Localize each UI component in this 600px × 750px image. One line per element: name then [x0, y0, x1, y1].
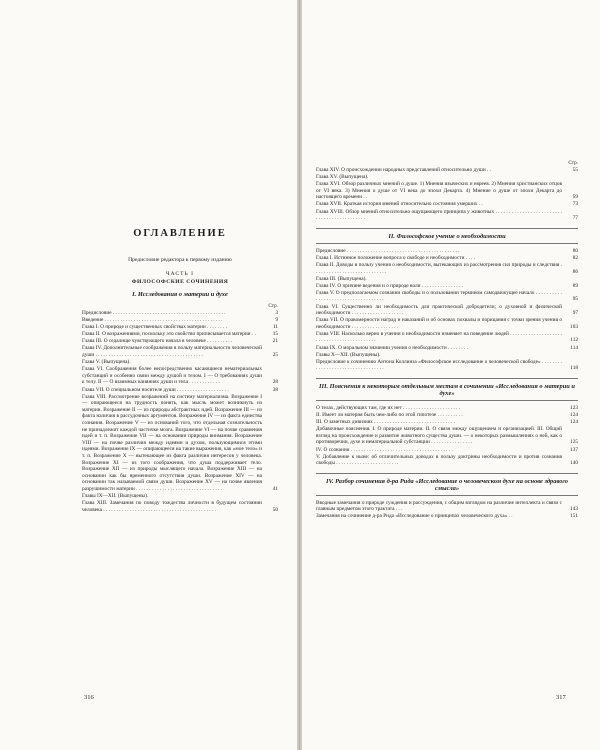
- section-heading-box: [316, 228, 578, 244]
- toc-entry-page: 89: [572, 282, 578, 289]
- toc-entry-page: 95: [572, 296, 578, 303]
- toc-entry: [316, 331, 578, 344]
- toc-entry-page: 55: [572, 167, 578, 173]
- section-title: IV. Разбор сочинения д-ра Рида «Исследование о человеческом духе на основе здравого смысла»: [326, 477, 568, 492]
- toc-entry: [316, 283, 578, 290]
- toc-entry-text: Глава V. О предполагаемом сознании свободы и о пользовании термином самодвижущее начало . . . . . . . . . . . . . . . . . . . . . . . . . . . . . . . . . . . .: [316, 289, 562, 303]
- toc-entry-text: Глава II. О возражениями, поскольку это свойство приписывается материи . .: [82, 331, 256, 338]
- toc-entry: [316, 412, 578, 419]
- toc-entry: [316, 426, 578, 446]
- toc-list: [316, 167, 578, 222]
- toc-entry-page: 73: [572, 201, 578, 208]
- toc-entry: [316, 352, 578, 359]
- toc-entry-text: Глава XIII. Замечания по поводу тождества личности в будущем состоянии человека . . . . . . . . . . . . . . . . . . . . . . . . . . . . . . . . . . . . . . . . . . .: [82, 500, 262, 513]
- toc-entry-page: 50: [272, 506, 278, 513]
- toc-list: [316, 248, 578, 372]
- toc-entry-page: 86: [572, 268, 578, 275]
- page-number: 316: [84, 694, 94, 701]
- toc-entry: [82, 394, 278, 493]
- toc-entry-text: Добавочные пояснения. I. О природе материи. II. О связи между ощущением и организацией. III. Общий взгляд на происхождение и развитие животного существа души. — о некоторых размышлениях о ней, как о противоречии, духе и нематериальной субстанции . . . . . . . . . . . . . . . .: [316, 426, 562, 446]
- section-heading-box: [316, 378, 578, 401]
- toc-entry-page: 59: [572, 194, 578, 201]
- toc-entry-text: Предисловие . . . . . . . . . . . . . . . . . . . . . . . . . . . . . . . . . . . . . . . . . . .: [82, 310, 226, 316]
- toc-entry-text: IV. О сознании . . . . . . . . . . . . . . . . . . . . . . . . . . . . . . . . . . . . . . .: [316, 446, 453, 453]
- toc-entry-text: Глава I. Истинное положение вопроса о свободе и необходимости . . . .: [316, 254, 476, 261]
- toc-entry-text: Глава I. О природе и существенных свойствах материи . . . . . . . .: [82, 324, 227, 331]
- toc-entry-page: 25: [272, 352, 278, 359]
- toc-entry-page: 38: [272, 386, 278, 393]
- toc-entry-page: 114: [570, 344, 578, 351]
- toc-entry-text: Глава IX. О моральном значении учения о необходимости . . . . . . . .: [316, 344, 468, 351]
- toc-entry-page: 21: [272, 338, 278, 345]
- toc-list: [316, 405, 578, 467]
- toc-entry-text: О телах, действующих там, где их нет . . . . . . . . . . . . . . . . . . . . . .: [316, 404, 461, 411]
- toc-entry-text: Глава II. Доводы в пользу учения о необходимости, вытекающих из рассмотрения сил природы и следствия . . . . . . . . . . . . . . . . . . . . . . . . . . . .: [316, 261, 562, 275]
- toc-entry-text: Предисловие к сочинению Антона Коллинза «Философское исследование о человеческой свободе» . . . . . . . . . . . . . . . . . . . . . . . . . . . . . . . . . .: [316, 358, 562, 372]
- toc-entry-page: 28: [272, 379, 278, 386]
- toc-entry: [82, 359, 278, 366]
- toc-entry-text: Глава XVII. Краткая история мнений относительно состояния умерших . .: [316, 201, 483, 208]
- toc-entry: [316, 167, 578, 174]
- toc-entry-page: 15: [272, 331, 278, 338]
- toc-entry: [316, 255, 578, 262]
- toc-entry-text: V. Добавление к ныне: об отличительных доводах в пользу доктрины необходимости и против сознания свободы . . . . . . . . . . . . . . . . . . . . . . . .: [316, 453, 562, 467]
- toc-entry: [82, 345, 278, 358]
- toc-entry-page: 82: [572, 254, 578, 261]
- toc-entry-text: Вводные замечания о природе суждения и рассуждения, с общим взглядом на различие интеллекта и связи с главным предметом этого трактата . . .: [316, 499, 562, 513]
- toc-entry: [316, 174, 578, 181]
- section-title: I. Исследования о материи и духе: [132, 291, 228, 298]
- toc-entry: [316, 405, 578, 412]
- toc-entry: [316, 209, 578, 222]
- toc-entry-page: 3: [275, 310, 278, 316]
- toc-entry-text: III. О заметных дивизиях . . . . . . . . . . . . . . . . . . . . . . . . . . . . . . .: [316, 419, 455, 426]
- toc-entry-text: Глава XVI. Обзор различных мнений о душе. 1) Мнения языческих и евреев. 2) Мнения христианских отцов от VI века. 3) Мнения о душе от VI века до эпохи Декарта. 4) Мнение о душе от эпохи Декарта до настоящего времени . .: [316, 181, 562, 201]
- toc-entry-text: Глава VIII. Насколько верно в учении о необходимости изменяет на поведение людей . . . . . . . . . . . . . . . . . . . . . . . . . . . . . . . . . . . . . . . . . . .: [316, 330, 562, 344]
- toc-entry-page: 140: [570, 460, 578, 467]
- section-title: II. Философское учение о необходимости: [388, 232, 506, 240]
- toc-entry-page: 103: [570, 323, 578, 330]
- toc-entry-text: Предисловие . . . . . . . . . . . . . . . . . . . . . . . . . . . . . . . . . . . . . . . . . . .: [316, 247, 460, 254]
- toc-entry-text: Глава VII. О специальном носителе души . . . . . . . . . . . . . . . . . . . .: [82, 386, 229, 393]
- toc-entry: [316, 262, 578, 275]
- toc-entry-page: 151: [570, 513, 578, 520]
- contents-title: ОГЛАВЛЕНИЕ: [133, 228, 227, 239]
- toc-list: [316, 500, 578, 520]
- toc-entry-text: Введение . . . . . . . . . . . . . . . . . . . . . . . . . . . . . . . . . . . . . . . . . . . . .: [82, 317, 223, 324]
- toc-entry-page: 97: [572, 310, 578, 317]
- toc-entry: [82, 493, 278, 500]
- toc-entry: [316, 276, 578, 283]
- toc-entry: [82, 500, 278, 513]
- book-gutter: [297, 0, 302, 750]
- toc-entry-text: Глава XIV. О происхождении народных представлений относительно души . .: [316, 167, 492, 173]
- toc-entry: [82, 331, 278, 338]
- toc-entry-text: Главы X—XII. (Выпущены).: [316, 351, 381, 358]
- toc-entry-page: 9: [275, 317, 278, 324]
- page-column-label: Стр.: [568, 160, 578, 166]
- part-title: ФИЛОСОФСКИЕ СОЧИНЕНИЯ: [131, 279, 229, 285]
- right-column: [316, 160, 578, 521]
- toc-entry-text: Глава III. О седалище чувствующего начала в человеке . . . . . . . . . .: [82, 338, 233, 345]
- editor-preface-note: Предисловие редактора к первому изданию: [128, 257, 232, 263]
- toc-entry: [82, 387, 278, 394]
- toc-entry-text: Замечания на сочинение д-ра Рида «Исследование о принципах человеческого духа» . .: [316, 513, 513, 520]
- toc-entry-text: Глава XV. (Выпущена).: [316, 174, 369, 181]
- page-column-label: Стр.: [268, 303, 278, 309]
- part-label: ЧАСТЬ I: [165, 271, 195, 277]
- toc-entry: [316, 359, 578, 372]
- toc-list: [82, 310, 278, 513]
- toc-entry-text: Глава XVIII. Обзор мнений относительно ощущающего принципа у животных . . . . . . . . . . . . . . . . . . . . . . . . . . . . . . . . . . . . . . . . . . . .: [316, 208, 562, 222]
- toc-entry-page: 112: [570, 337, 578, 344]
- toc-entry: [82, 366, 278, 386]
- toc-entry-text: Глава VI. Существенно ли необходимость для практической добродетели; о духовной и физической необходимости . . . . . . . . . . . . . . . . . . . .: [316, 303, 562, 317]
- page-number: 317: [556, 694, 566, 701]
- toc-entry: [82, 338, 278, 345]
- left-column: [82, 228, 278, 514]
- toc-entry-text: Глава IV. Дополнительные соображения в пользу материальности человеческой души . . . . . . . . . . . . . . . . . . . . . . . . . . . . . . . . . . . . . . . . .: [82, 345, 262, 359]
- toc-entry: [316, 181, 578, 201]
- toc-entry-page: 80: [572, 247, 578, 254]
- toc-entry-page: 11: [272, 324, 278, 331]
- toc-entry: [316, 500, 578, 513]
- toc-entry-page: 123: [570, 404, 578, 411]
- toc-entry: [316, 290, 578, 303]
- toc-entry-page: 41: [272, 485, 278, 492]
- toc-entry: [316, 454, 578, 467]
- toc-entry-text: Главы IX—XII. (Выпущены).: [82, 493, 149, 500]
- toc-entry: [316, 419, 578, 426]
- toc-entry-text: Глава VI. Соображения более непосредственно касающиеся нематериальных субстанций и особенно связи между душой и телом. I — О требованиях души к телу. II — О взаимных влияниях души и тела . . . . . . . . . . . .: [82, 366, 262, 386]
- toc-entry-text: Глава IV. О причине ведения и о природе воли . . . . . . . . . . . . . . . .: [316, 282, 463, 289]
- toc-entry: [316, 317, 578, 330]
- toc-entry-page: 143: [570, 506, 578, 513]
- toc-entry-page: 77: [572, 215, 578, 222]
- section-heading-box: [316, 473, 578, 496]
- toc-entry: [316, 447, 578, 454]
- toc-entry-page: 124: [570, 412, 578, 419]
- toc-entry-text: Глава VIII. Рассмотрение возражений на систему материализма. Возражение I — опирающееся на трудность понять, как мысль может возникнуть из материи. Возражение II — из природы абстрактных идей. Возражение III — из факта наличия в рассудочных аргументов. Возражение IV — из факта единства сознания. Возражение V — из оснований того, что отдельная сознательность не принадлежит каждой частичке мозга. Возражение VI — на почве сравнения идей и т. п. Возражение VII — на основании природы внимания. Возражение VIII — на почве различия между идеями и духом, пользующимися этими идеями. Возражение IX — опирающееся на такие выражения, как «мое тело» и т. п. Возражение X — вытекающее из факта различия интересов у человека. Возражение XI — из того соображения, что душа поддерживает тело. Возражение XII — из природы мыслящего начала. Возражение XIII — на основании как бы временного отсутствия души. Возражение XIV — на основании так называемой связи души. Возражение XV — на почве явления разрушимости материи . . . . . . . . . . . . . . . . . . . . . . . . . . . . . . . . .: [82, 393, 262, 492]
- toc-entry: [316, 201, 578, 208]
- toc-entry-page: 137: [570, 446, 578, 453]
- toc-entry: [316, 345, 578, 352]
- toc-entry-page: 124: [570, 419, 578, 426]
- toc-entry: [316, 248, 578, 255]
- toc-entry-text: Глава V. (Выпущена).: [82, 359, 131, 366]
- toc-entry: [316, 513, 578, 520]
- toc-entry: [82, 317, 278, 324]
- toc-entry-text: II. Имеет ли материя быть чем-либо по этой гипотезе . . . . . . . . . .: [316, 412, 463, 419]
- toc-entry: [82, 324, 278, 331]
- toc-entry: [82, 310, 278, 317]
- toc-entry-page: 125: [570, 439, 578, 446]
- toc-entry-text: Глава VII. О правомерности наград и наказаний и об основах похвалы и порицания с точки зрения учения о необходимости . . . . . . . . . . . . . . . . . .: [316, 317, 562, 330]
- toc-entry: [316, 304, 578, 317]
- section-title: III. Пояснения к некоторым отдельным местам в сочинении «Исследования о материи и духе»: [319, 382, 575, 397]
- toc-entry-text: Глава III. (Выпущена).: [316, 275, 367, 282]
- toc-entry-page: 118: [570, 365, 578, 372]
